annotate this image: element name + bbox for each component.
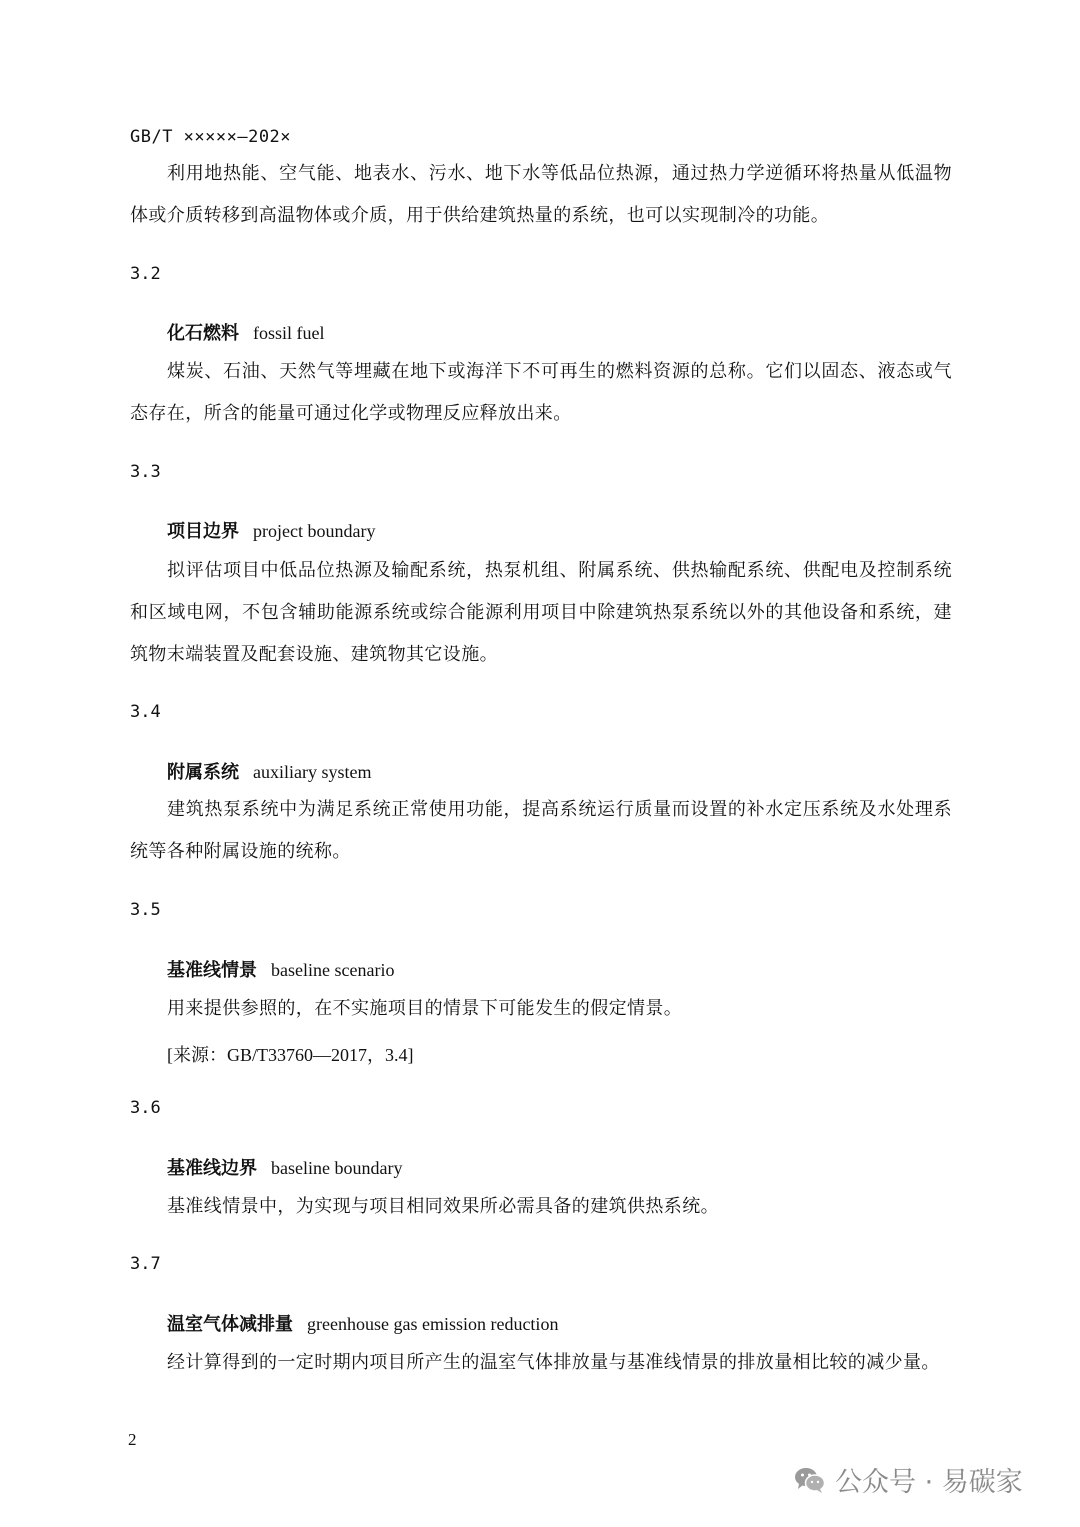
term-zh: 附属系统 — [167, 762, 239, 783]
term-definition: 基准线情景中，为实现与项目相同效果所必需具备的建筑供热系统。 — [167, 1196, 719, 1217]
page-number: 2 — [128, 1430, 137, 1449]
term-definition: 拟评估项目中低品位热源及输配系统，热泵机组、附属系统、供热输配系统、供配电及控制系统和区域电网，不包含辅助能源系统或综合能源利用项目中除建筑热泵系统以外的其他设备和系统，建筑物末端装置及配套设施、建筑物其它设施。 — [130, 560, 952, 665]
term-heading — [167, 1154, 402, 1180]
term-zh: 项目边界 — [167, 521, 239, 542]
section-number: 3.7 — [130, 1254, 161, 1274]
term-en: greenhouse gas emission reduction — [307, 1314, 559, 1334]
term-en: baseline scenario — [271, 960, 395, 980]
document-header: GB/T ×××××—202× — [130, 127, 292, 147]
term-heading — [167, 517, 375, 543]
section-number: 3.5 — [130, 900, 161, 920]
source-citation: [来源：GB/T33760—2017，3.4] — [167, 1045, 414, 1065]
section-number: 3.3 — [130, 462, 161, 482]
term-heading — [167, 1310, 558, 1336]
section-number: 3.2 — [130, 264, 161, 284]
term-en: fossil fuel — [253, 323, 325, 343]
term-definition: 煤炭、石油、天然气等埋藏在地下或海洋下不可再生的燃料资源的总称。它们以固态、液态或气态存在，所含的能量可通过化学或物理反应释放出来。 — [130, 361, 952, 424]
watermark-text: 公众号 · 易碳家 — [835, 1467, 1023, 1498]
term-zh: 化石燃料 — [167, 323, 239, 344]
wechat-icon — [793, 1463, 827, 1497]
term-heading — [167, 758, 371, 784]
term-en: project boundary — [253, 521, 376, 541]
term-zh: 基准线情景 — [167, 960, 257, 981]
section-number: 3.6 — [130, 1098, 161, 1118]
term-en: baseline boundary — [271, 1158, 403, 1178]
term-en: auxiliary system — [253, 762, 372, 782]
intro-paragraph: 利用地热能、空气能、地表水、污水、地下水等低品位热源，通过热力学逆循环将热量从低温物体或介质转移到高温物体或介质，用于供给建筑热量的系统，也可以实现制冷的功能。 — [130, 163, 952, 226]
term-definition: 用来提供参照的，在不实施项目的情景下可能发生的假定情景。 — [167, 998, 683, 1019]
term-definition: 建筑热泵系统中为满足系统正常使用功能，提高系统运行质量而设置的补水定压系统及水处理系统等各种附属设施的统称。 — [130, 799, 952, 862]
term-zh: 温室气体减排量 — [167, 1314, 293, 1335]
watermark — [793, 1460, 1023, 1499]
term-heading — [167, 319, 325, 345]
term-zh: 基准线边界 — [167, 1158, 257, 1179]
section-number: 3.4 — [130, 702, 161, 722]
term-definition: 经计算得到的一定时期内项目所产生的温室气体排放量与基准线情景的排放量相比较的减少量。 — [167, 1352, 940, 1373]
term-heading — [167, 956, 394, 982]
